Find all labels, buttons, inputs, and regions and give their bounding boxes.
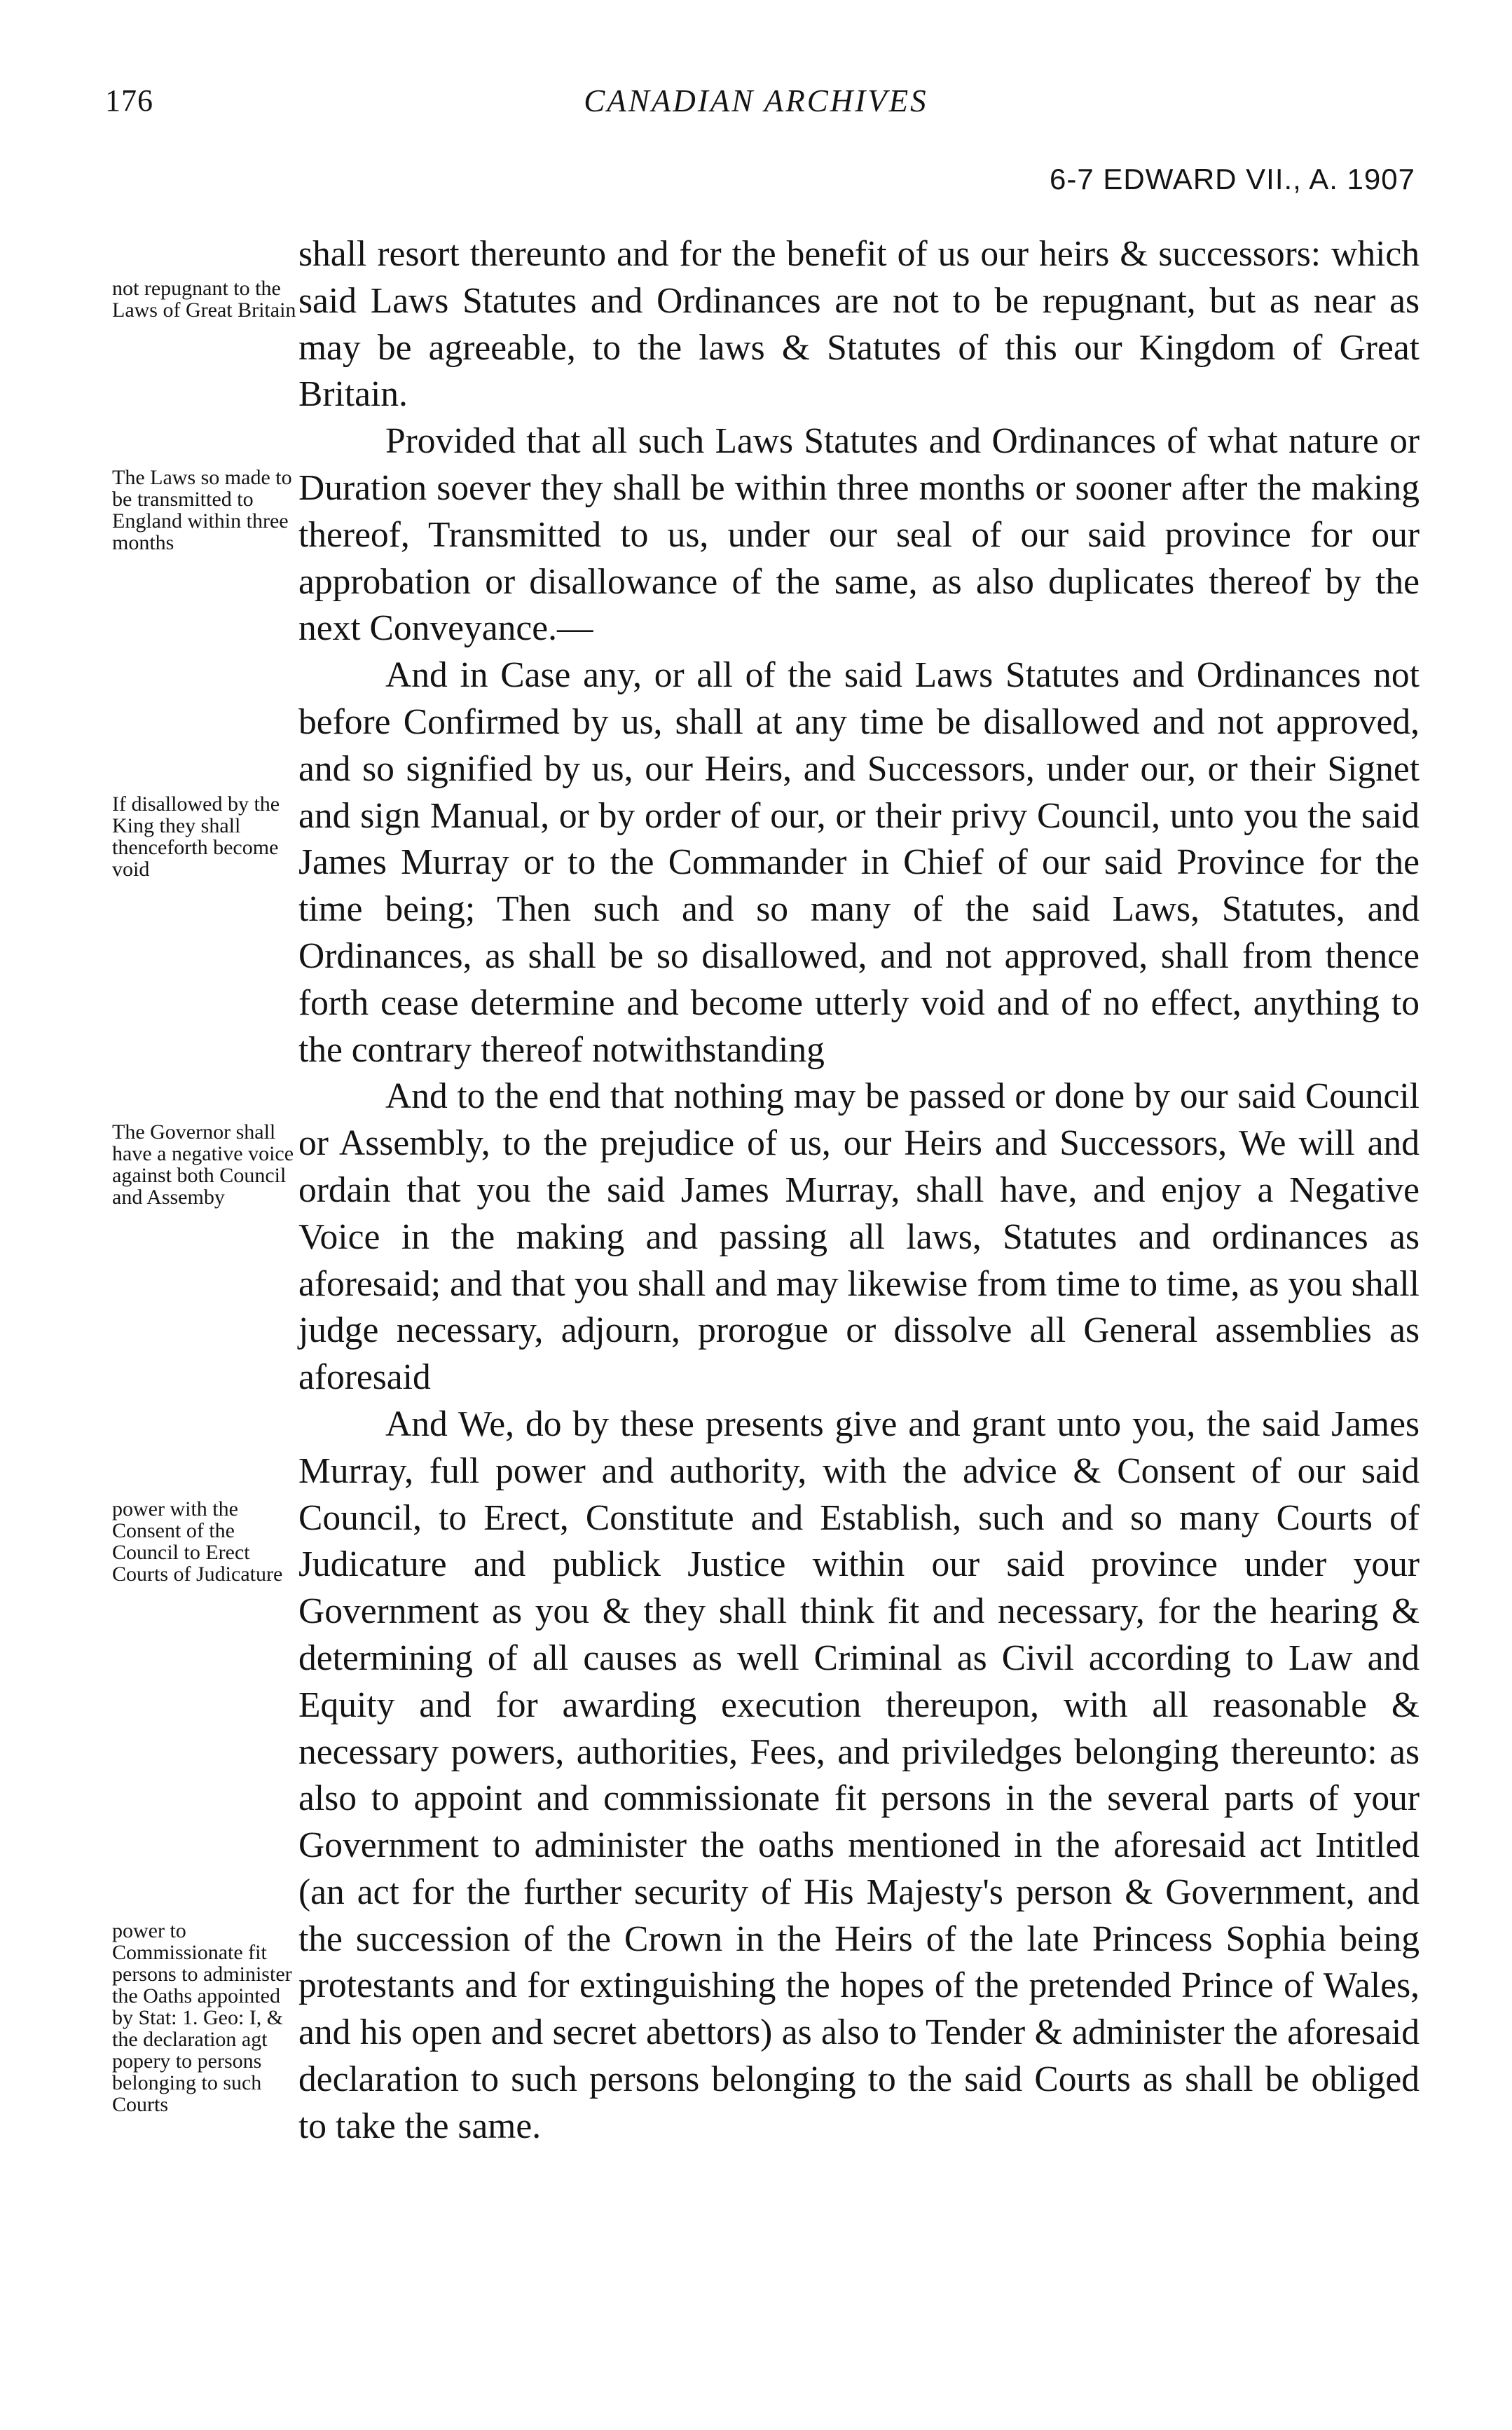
margin-note-disallowed: If disallowed by the King they shall thenceforth become void <box>112 792 280 881</box>
margin-note-courts-of-judicature: power with the Consent of the Council to Erect Courts of Judicature <box>112 1497 283 1586</box>
paragraph-disallowance: And in Case any, or all of the said Laws Statutes and Ordinances not before Confirmed by us, shall at any time be disallowed and not approved, and so signified by us, our Heirs, and Successors, under our, or their Signet and sign Manual, or by order of our, or their privy Council, unto you the said James Murray or to the Commander in Chief of our said Province for the time being; Then such and so many of the said Laws, Statutes, and Ordinances, as shall be so disallowed, and not approved, shall from thence forth cease determine and become utterly void and of no effect, anything to the contrary thereof notwithstanding <box>298 655 1420 1070</box>
paragraph-transmission: Provided that all such Laws Statutes and Ordinances of what nature or Duration soever they shall be within three months or sooner after the making thereof, Transmitted to us, under our seal of our said province for our approbation or disallowance of the same, as also duplicates thereof by the next Conveyance.— <box>298 421 1420 649</box>
margin-note-not-repugnant: not repugnant to the Laws of Great Britain <box>112 277 296 322</box>
margin-note-laws-transmitted: The Laws so made to be transmitted to England within three months <box>112 466 292 554</box>
running-title: CANADIAN ARCHIVES <box>584 83 928 118</box>
margin-note-commissionate: power to Commissionate fit persons to administer the Oaths appointed by Stat: 1. Geo: I, & the declaration agt popery to persons belonging to such Courts <box>112 1919 292 2116</box>
session-label: 6-7 EDWARD VII., A. 1907 <box>1050 163 1415 195</box>
page-number: 176 <box>105 83 153 118</box>
paragraph-negative-voice: And to the end that nothing may be passed or done by our said Council or Assembly, to the prejudice of us, our Heirs and Successors, We will and ordain that you the said James Murray, shall have, and enjoy a Negative Voice in the making and passing all laws, Statutes and ordinances as aforesaid; and that you shall and may likewise from time to time, as you shall judge necessary, adjourn, prorogue or dissolve all General assemblies as aforesaid <box>298 1076 1420 1398</box>
paragraph-courts: And We, do by these presents give and grant unto you, the said James Murray, full power and authority, with the advice & Consent of our said Council, to Erect, Constitute and Establish, such and so many Courts of Judicature and publick Justice within our said province under your Government as you & they shall think fit and necessary, for the hearing & determining of all causes as well Criminal as Civil according to Law and Equity and for awarding execution thereupon, with all reasonable & necessary powers, authorities, Fees, and priviledges belonging thereunto: as also to appoint and commissionate fit persons in the several parts of your Government to administer the oaths mentioned in the aforesaid act Intitled (an act for the further security of His Majesty's person & Government, and the succession of the Crown in the Heirs of the late Princess Sophia being protestants and for extinguishing the hopes of the pretended Prince of Wales, and his open and secret abettors) as also to Tender & administer the aforesaid declaration to such persons belonging to the said Courts as shall be obliged to take the same. <box>298 1403 1420 2146</box>
main-text <box>298 231 1420 2150</box>
margin-note-negative-voice: The Governor shall have a negative voice against both Council and Assemby <box>112 1120 294 1209</box>
paragraph-laws-not-repugnant: shall resort thereunto and for the benefit of us our heirs & successors: which said Laws Statutes and Ordinances are not to be repugnant, but as near as may be agreeable, to the laws & Statutes of this our Kingdom of Great Britain. <box>298 234 1420 415</box>
